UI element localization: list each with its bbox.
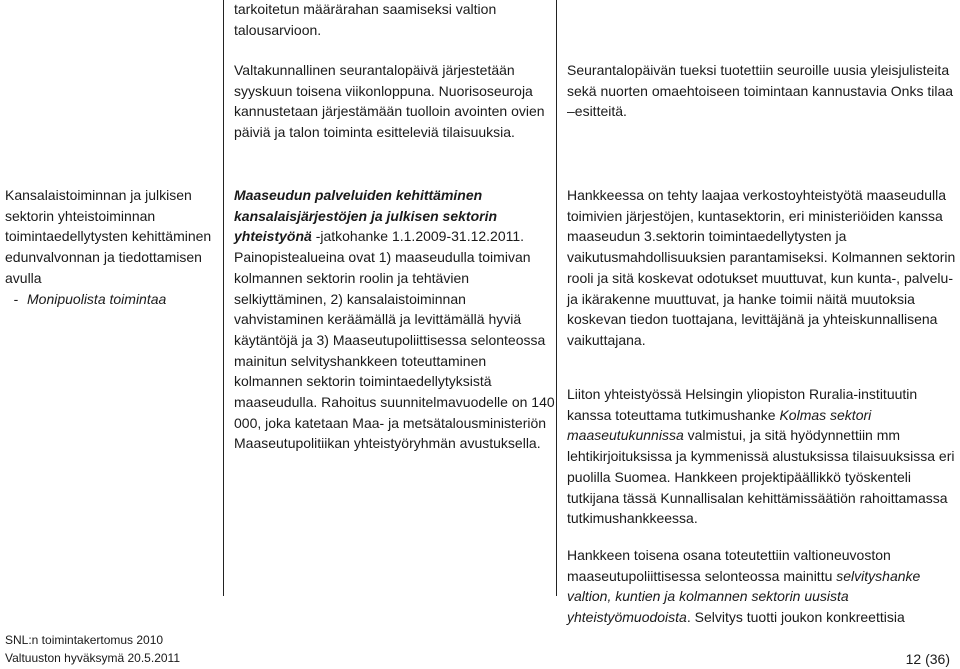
liiton-text-b: valmistui, ja sitä hyödynnettiin mm lehtikirjoituksissa ja kymmenissä alustuksissa tilaisuuksissa eri puolilla Suomea. Hankkeen projektipäällikkö työskenteli tutkijana tässä Kunnallisalan kehittämissäätiön rahoittamassa tutkimushankkeessa. xyxy=(567,427,955,527)
col3-liiton xyxy=(567,384,960,529)
hanke2-text-a: Hankkeen toisena osana toteutettiin valtioneuvoston maaseutupoliittisessa selonteossa mainittu xyxy=(567,547,891,584)
table-divider-left xyxy=(223,0,224,596)
col1-list-item xyxy=(5,289,217,310)
col2-seuranta-paragraph: Valtakunnallinen seurantalopäivä järjestetään syyskuun toisena viikonloppuna. Nuorisoseuroja kannustetaan järjestämään tuolloin avointen ovien päiviä ja talon toiminta esitteleviä tilaisuuksia. xyxy=(234,62,545,141)
col3-liiton-paragraph xyxy=(567,384,960,529)
page-number: 12 (36) xyxy=(905,651,950,667)
liiton-text-a: Liiton yhteistyössä Helsingin yliopiston Ruralia-instituutin kanssa toteuttama tutkimushanke xyxy=(567,386,918,423)
table-divider-right xyxy=(556,0,557,596)
footer-approval: Valtuuston hyväksymä 20.5.2011 xyxy=(5,651,180,665)
col1-heading: Kansalaistoiminnan ja julkisen sektorin yhteistoiminnan toimintaedellytysten kehittäminen edunvalvonnan ja tiedottamisen avulla xyxy=(5,187,212,286)
hanke2-italic: selvityshanke valtion, kuntien ja kolmannen sektorin uusista yhteistyömuodoista xyxy=(567,567,921,626)
hanke2-text-b: . Selvitys tuotti joukon konkreettisia xyxy=(686,609,905,626)
col3-hanke2-paragraph xyxy=(567,545,960,628)
col2-seuranta xyxy=(234,60,556,143)
list-dash: - xyxy=(13,290,19,307)
project-body: Painopistealueina ovat 1) maaseudulla toimivan kolmannen sektorin roolin ja tehtävien selkiyttäminen, 2) kansalaistoiminnan vahvistaminen keräämällä ja levittämällä hyviä käytäntöjä ja 3) Maaseutupoliittisessa selonteossa mainitun selvityshankkeen toteuttaminen kolmannen sektorin toimintaedellytyksistä maaseudulla. Rahoitus suunnitelmavuodelle on 140 000, joka katetaan Maa- ja metsätalousministeriön Maaseutupolitiikan yhteistyöryhmän avustuksella. xyxy=(234,249,555,452)
col3-hanke xyxy=(567,185,960,351)
liiton-italic: Kolmas sektori maaseutukunnissa xyxy=(567,406,872,444)
col1-heading-block xyxy=(5,185,217,309)
col3-hanke-paragraph: Hankkeessa on tehty laajaa verkostoyhteistyötä maaseudulla toimivien järjestöjen, kuntasektorin, eri ministeriöiden kanssa maaseudun 3.sektorin toimintaedellytysten ja vaikutusmahdollisuuksien parantamiseksi. Kolmannen sektorin rooli ja sitä koskevat odotukset muuttuvat, kun kunta-, palvelu- ja ikärakenne muuttuvat, ja hanke toimii näitä muutoksia koskevan tiedon tuottajana, levittäjänä ja yhteiskunnallisena vaikuttajana. xyxy=(567,187,956,348)
footer-report-title: SNL:n toimintakertomus 2010 xyxy=(5,633,164,647)
col2-top-text xyxy=(234,0,556,40)
col2-project-paragraph xyxy=(234,185,556,454)
col3-seuranta xyxy=(567,60,960,122)
col3-seuranta-paragraph: Seurantalopäivän tueksi tuotettiin seuroille uusia yleisjulisteita sekä nuorten omaehtoiseen toimintaan kannustavia Onks tilaa –esitteitä. xyxy=(567,62,954,120)
col3-hanke2 xyxy=(567,545,960,628)
col2-project xyxy=(234,185,556,454)
col2-top-paragraph: tarkoitetun määrärahan saamiseksi valtion talousarvioon. xyxy=(234,1,497,38)
project-title: Maaseudun palveluiden kehittäminen kansalaisjärjestöjen ja julkisen sektorin yhteistyönä xyxy=(234,187,498,245)
col1-list-item-text: Monipuolista toimintaa xyxy=(27,290,167,307)
project-title-suffix: -jatkohanke 1.1.2009-31.12.2011. xyxy=(311,228,525,245)
